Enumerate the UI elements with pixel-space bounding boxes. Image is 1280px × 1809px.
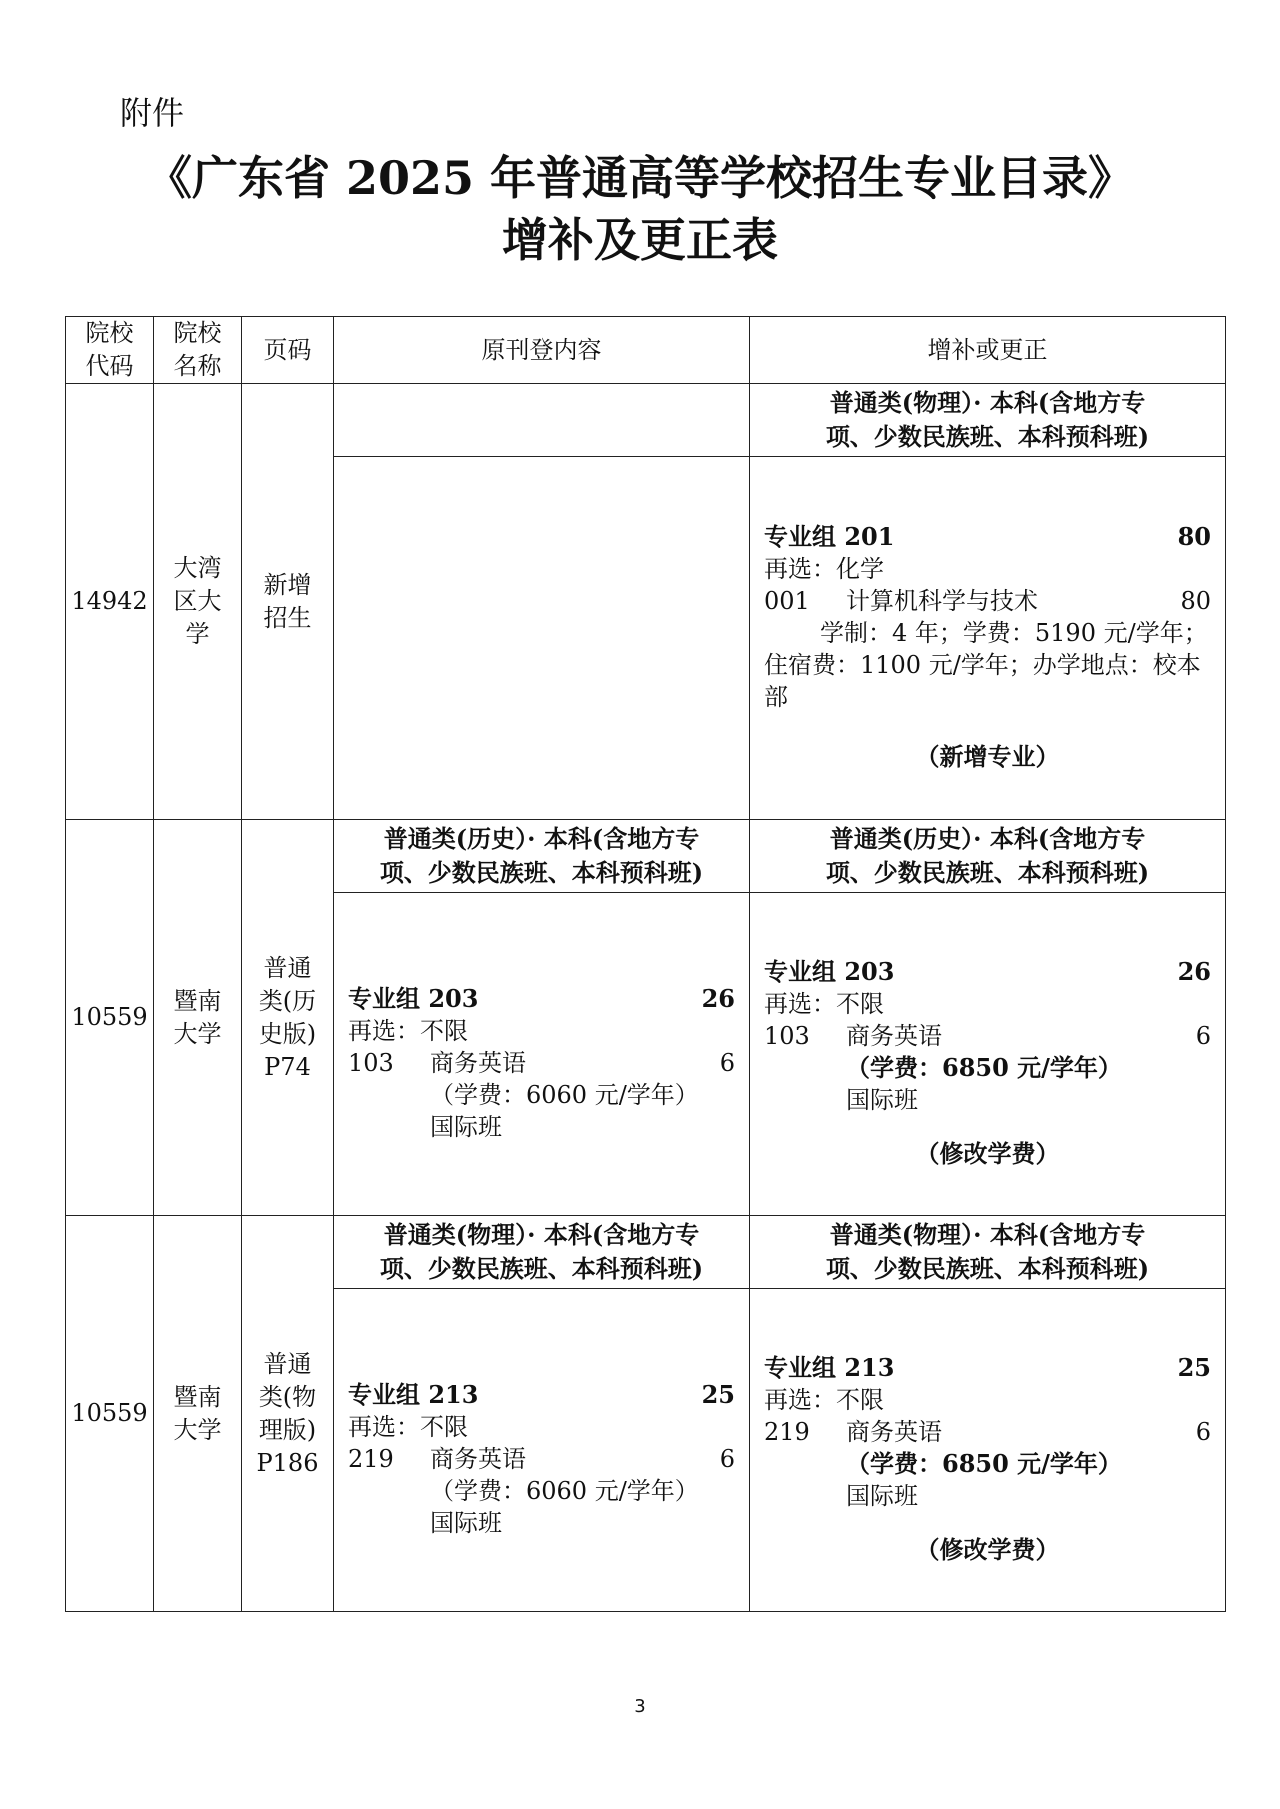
change-note: （新增专业） <box>915 742 1060 771</box>
major-name: 商务英语 <box>430 1049 526 1077</box>
major-detail: 学制：4 年；学费：5190 元/学年； <box>820 619 1208 647</box>
reselect: 再选：化学 <box>764 555 884 583</box>
major-fee: （学费：6850 元/学年） <box>846 1053 1122 1082</box>
group-label: 专业组 203 <box>348 984 479 1013</box>
original-content <box>334 1289 750 1612</box>
major-count: 6 <box>1195 1418 1211 1446</box>
major-count: 6 <box>1195 1022 1211 1050</box>
original-category: 普通类(历史）· 本科(含地方专 项、少数民族班、本科预科班) <box>334 820 750 893</box>
major-code: 103 <box>764 1022 810 1050</box>
group-count: 26 <box>1177 957 1211 986</box>
major-name: 商务英语 <box>430 1445 526 1473</box>
group-label: 专业组 213 <box>348 1380 479 1409</box>
major-class: 国际班 <box>846 1482 918 1510</box>
major-code: 001 <box>764 587 810 615</box>
group-count: 25 <box>701 1380 735 1409</box>
major-count: 80 <box>1180 587 1211 615</box>
school-code: 10559 <box>66 820 154 1216</box>
major-code: 219 <box>764 1418 810 1446</box>
table-row <box>66 384 1226 457</box>
major-class: 国际班 <box>430 1509 502 1537</box>
table-header-row <box>66 317 1226 384</box>
group-label: 专业组 201 <box>764 522 895 551</box>
header-page: 页码 <box>242 317 334 384</box>
group-count: 25 <box>1177 1353 1211 1382</box>
change-note: （修改学费） <box>915 1535 1060 1564</box>
school-name: 暨南 大学 <box>154 820 242 1216</box>
original-category: 普通类(物理）· 本科(含地方专 项、少数民族班、本科预科班) <box>334 1216 750 1289</box>
table-row <box>66 820 1226 893</box>
annex-label: 附件 <box>120 94 185 132</box>
page-ref: 普通 类(历 史版) P74 <box>242 820 334 1216</box>
major-count: 6 <box>719 1049 735 1077</box>
correction-category: 普通类(物理）· 本科(含地方专 项、少数民族班、本科预科班) <box>750 1216 1226 1289</box>
original-content <box>334 893 750 1216</box>
major-name: 计算机科学与技术 <box>846 587 1038 615</box>
major-fee: （学费：6060 元/学年） <box>430 1081 699 1109</box>
correction-content <box>750 893 1226 1216</box>
group-label: 专业组 213 <box>764 1353 895 1382</box>
major-count: 6 <box>719 1445 735 1473</box>
major-class: 国际班 <box>430 1113 502 1141</box>
page-ref: 普通 类(物 理版) P186 <box>242 1216 334 1612</box>
major-fee: （学费：6850 元/学年） <box>846 1449 1122 1478</box>
school-name: 大湾 区大 学 <box>154 384 242 820</box>
header-school-name: 院校 名称 <box>154 317 242 384</box>
major-fee: （学费：6060 元/学年） <box>430 1477 699 1505</box>
group-count: 80 <box>1177 522 1211 551</box>
change-note: （修改学费） <box>915 1139 1060 1168</box>
correction-category: 普通类(历史）· 本科(含地方专 项、少数民族班、本科预科班) <box>750 820 1226 893</box>
school-code: 14942 <box>66 384 154 820</box>
original-category <box>334 384 750 457</box>
document-title: 《广东省 2025 年普通高等学校招生专业目录》 <box>145 151 1135 205</box>
group-count: 26 <box>701 984 735 1013</box>
page-number: 3 <box>634 1696 646 1717</box>
reselect: 再选：不限 <box>348 1413 468 1441</box>
page-ref: 新增 招生 <box>242 384 334 820</box>
document-subtitle: 增补及更正表 <box>502 213 778 267</box>
correction-category: 普通类(物理）· 本科(含地方专 项、少数民族班、本科预科班) <box>750 384 1226 457</box>
table-row <box>66 1216 1226 1289</box>
correction-content <box>750 1289 1226 1612</box>
reselect: 再选：不限 <box>764 990 884 1018</box>
school-name: 暨南 大学 <box>154 1216 242 1612</box>
header-school-code: 院校 代码 <box>66 317 154 384</box>
major-name: 商务英语 <box>846 1418 942 1446</box>
major-class: 国际班 <box>846 1086 918 1114</box>
group-label: 专业组 203 <box>764 957 895 986</box>
correction-content <box>750 457 1226 820</box>
correction-table <box>65 316 1226 1612</box>
reselect: 再选：不限 <box>348 1017 468 1045</box>
major-detail: 部 <box>764 683 788 711</box>
major-code: 219 <box>348 1445 394 1473</box>
major-name: 商务英语 <box>846 1022 942 1050</box>
header-original: 原刊登内容 <box>334 317 750 384</box>
original-content <box>334 457 750 820</box>
major-detail: 住宿费：1100 元/学年；办学地点：校本 <box>764 651 1201 679</box>
major-code: 103 <box>348 1049 394 1077</box>
school-code: 10559 <box>66 1216 154 1612</box>
header-correction: 增补或更正 <box>750 317 1226 384</box>
reselect: 再选：不限 <box>764 1386 884 1414</box>
